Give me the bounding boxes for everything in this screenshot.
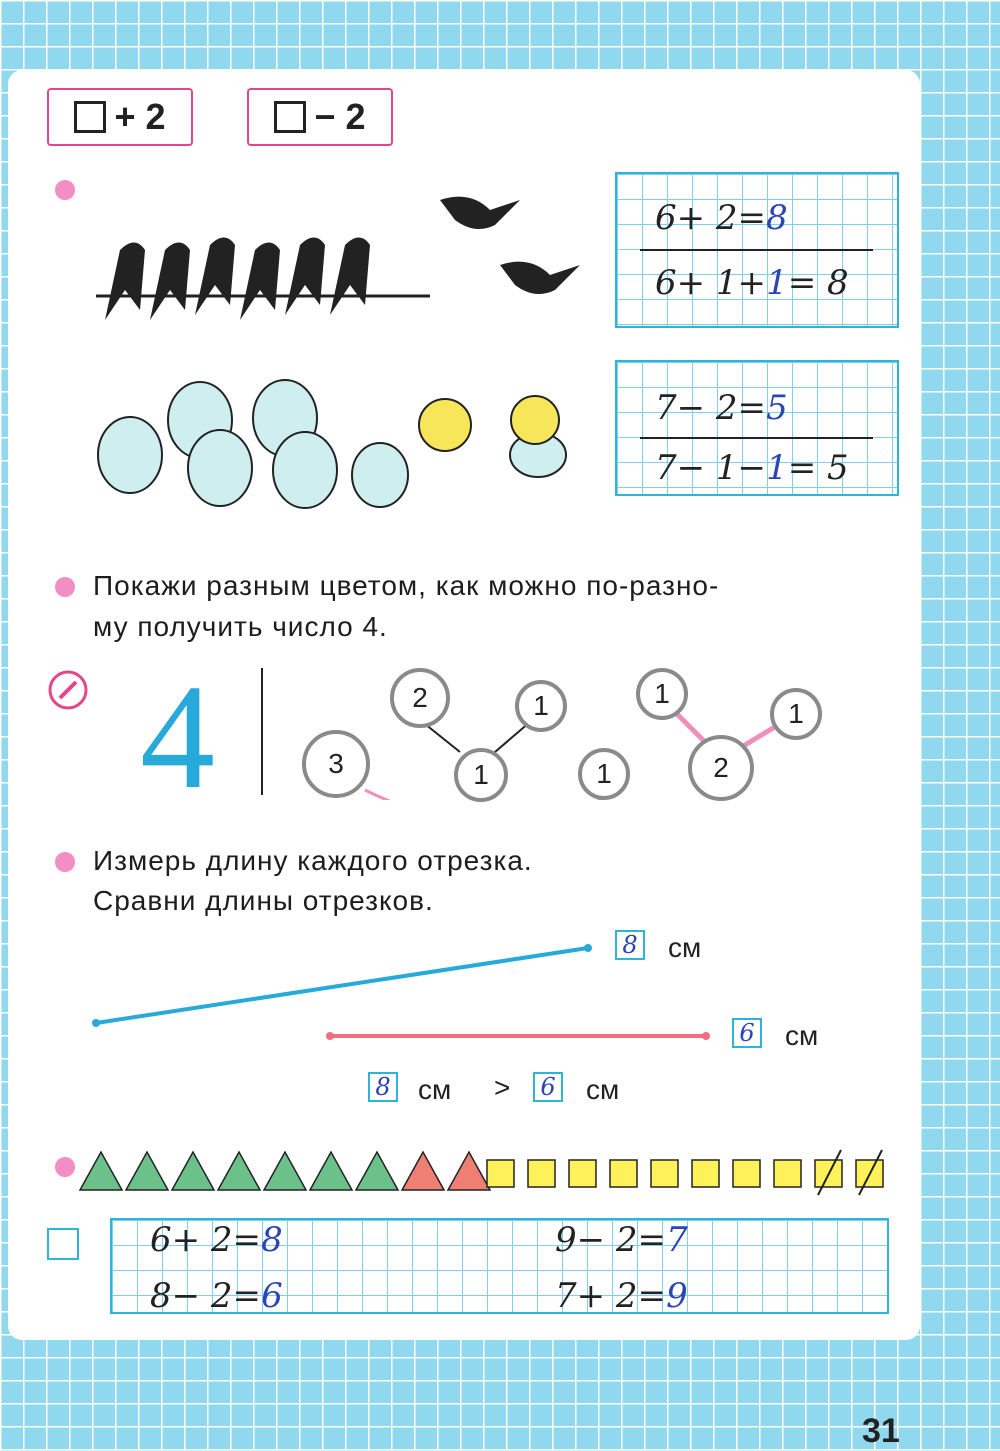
yellow-square [610, 1160, 637, 1187]
compare-left-box[interactable]: 8 [368, 1072, 398, 1102]
number-circle: 1 [454, 748, 508, 802]
green-triangle [126, 1152, 168, 1190]
red-length-box[interactable]: 6 [732, 1018, 762, 1048]
difference-line2: 7− 1−1= 5 [655, 448, 849, 488]
exercise-2: 8− 2=6 [150, 1276, 283, 1316]
yellow-square [651, 1160, 678, 1187]
green-triangle [264, 1152, 306, 1190]
yellow-square [487, 1160, 514, 1187]
compare-sign: > [494, 1072, 511, 1103]
task-measure-line2: Сравни длины отрезков. [93, 885, 434, 916]
task-colors-line2: му получить число 4. [93, 611, 388, 642]
green-triangle [356, 1152, 398, 1190]
red-triangle [448, 1152, 490, 1190]
green-triangle [310, 1152, 352, 1190]
plus-two-label: + 2 [114, 96, 166, 137]
blue-length-box[interactable]: 8 [615, 930, 645, 960]
sum-line1: 6+ 2=8 [655, 198, 788, 238]
number-circle: 2 [390, 668, 450, 728]
task-measure-line1: Измерь длину каждого отрезка. [93, 845, 533, 876]
exercise-1: 6+ 2=8 [150, 1220, 283, 1260]
exercise-4: 7+ 2=9 [555, 1276, 688, 1316]
task-colors-line1: Покажи разным цветом, как можно по-разно- [93, 570, 720, 601]
number-circle: 3 [302, 730, 370, 798]
number-circle: 2 [688, 735, 754, 801]
yellow-square [569, 1160, 596, 1187]
yellow-square [733, 1160, 760, 1187]
big-number-four: 4 [140, 654, 215, 820]
difference-line1: 7− 2=5 [655, 388, 788, 428]
number-circle: 1 [515, 680, 567, 732]
red-length-unit: см [785, 1020, 819, 1051]
red-triangle [402, 1152, 444, 1190]
green-triangle [80, 1152, 122, 1190]
compare-right-unit: см [586, 1074, 620, 1105]
yellow-square [774, 1160, 801, 1187]
checkbox-square[interactable] [47, 1228, 79, 1260]
exercise-3: 9− 2=7 [555, 1220, 688, 1260]
page-number: 31 [862, 1412, 900, 1450]
green-triangle [218, 1152, 260, 1190]
sum-line2: 6+ 1+1= 8 [655, 263, 849, 303]
green-triangle [172, 1152, 214, 1190]
blue-length-unit: см [668, 932, 702, 963]
yellow-square [692, 1160, 719, 1187]
number-circle: 1 [770, 688, 822, 740]
yellow-square [528, 1160, 555, 1187]
compare-left-unit: см [418, 1074, 452, 1105]
number-circle: 1 [578, 748, 630, 800]
compare-right-box[interactable]: 6 [533, 1072, 563, 1102]
number-circle: 1 [636, 668, 688, 720]
minus-two-label: − 2 [314, 96, 366, 137]
